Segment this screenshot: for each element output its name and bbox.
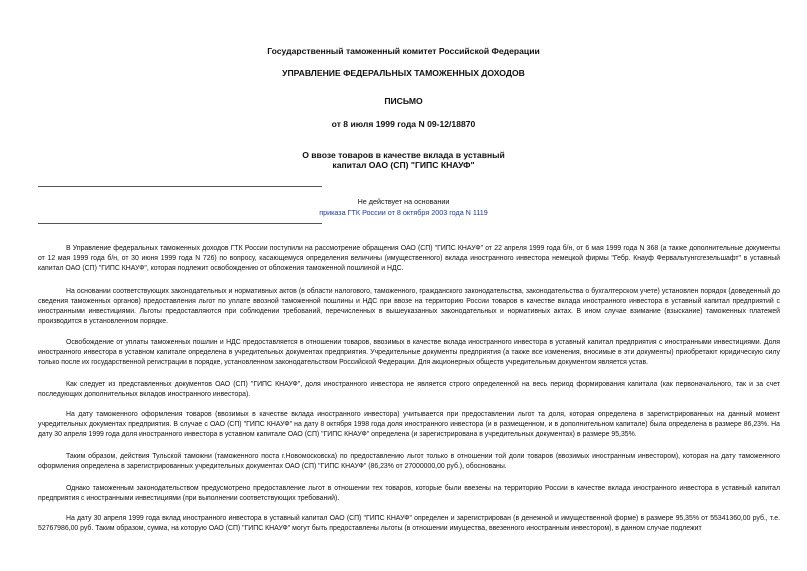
agency-title: Государственный таможенный комитет Российской Федерации xyxy=(267,46,540,56)
paragraph-1: В Управление федеральных таможенных доходов ГТК России поступили на рассмотрение обращения ОАО (СП) "ГИПС КНАУФ" от 22 апреля 1999 года б/н, от 6 мая 1999 года N 368 (а также дополнительные документы от 12 мая 1999 года б/н, от 30 июня 1999 года N 726) по вопросу, касающемуся определения величины (имущественного) вклада иностранного инвестора немецкой фирмы "Гебр. Кнауф Фервальтунгсгезельшафт" в уставный капитал ОАО (СП) "ГИПС КНАУФ", которая подлежит освобождению от обложения таможенной пошлиной и НДС. xyxy=(38,245,780,272)
paragraph-2: На основании соответствующих законодательных и нормативных актов (в области налогового, таможенного, гражданского законодательства, законодательства о бухгалтерском учете) установлен порядок (доведенный до сведения таможенных органов) предоставления льгот по уплате ввозной таможенной пошлины и НДС при ввозе на территорию России товаров в качестве вклада иностранного инвестора в уставный капитал предприятий с иностранными инвестициями. Льготы предоставляются при соблюдении требований, перечисленных в вышеуказанных законодательных и нормативных актах. В ином случае взимание (взыскание) таможенных платежей производится в установленном порядке. xyxy=(38,288,780,325)
paragraph-4: Как следует из представленных документов ОАО (СП) "ГИПС КНАУФ", доля иностранного инвестора не является строго определенной на весь период формирования капитала (как первоначального, так и за счет последующих дополнительных вкладов иностранного инвестора). xyxy=(38,381,780,398)
paragraph-7: Однако таможенным законодательством предусмотрено предоставление льгот в отношении тех товаров, которые были ввезены на территорию России в качестве вклада иностранного инвестора в уставный капитал предприятия с иностранными инвестициями (при выполнении соответствующих требований). xyxy=(38,485,780,502)
status-note: Не действует на основании xyxy=(357,197,450,206)
paragraph-5: На дату таможенного оформления товаров (ввозимых в качестве вклада иностранного инвестора) учитывается при предоставлении льгот та доля, которая определена в зарегистрированных на данный момент учредительных документах предприятия. В случае с ОАО (СП) "ГИПС КНАУФ" на дату 8 октября 1998 года доля иностранного инвестора (и в размещенном, и в дополнительном капитале) была определена в размере 86,23%. На дату 30 апреля 1999 года доля иностранного инвестора в уставном капитале ОАО (СП) "ГИПС КНАУФ" определена (и зарегистрирована в учредительных документах) в размере 95,35%. xyxy=(38,411,780,438)
status-link-row xyxy=(0,208,807,218)
paragraph-6: Таким образом, действия Тульской таможни (таможенного поста г.Новомосковска) по предоставлению льгот только в отношении той доли товаров (ввозимых иностранным инвестором), которая на дату таможенного оформления определена в зарегистрированных учредительных документах ОАО (СП) "ГИПС КНАУФ" (86,23% от 27000000,00 руб.), обоснованы. xyxy=(38,453,780,470)
divider-top xyxy=(38,186,322,187)
document-date-number: от 8 июля 1999 года N 09-12/18870 xyxy=(331,119,476,129)
paragraph-3: Освобождение от уплаты таможенных пошлин и НДС предоставляется в отношении товаров, ввозимых в качестве вклада иностранного инвестора в уставный капитал предприятия с иностранными инвестициями. Доля иностранного инвестора в уставном капитале определена в учредительных документах предприятия. Учредительные документы предприятия (а также все изменения, вносимые в эти документы) приобретают юридическую силу только после их государственной регистрации в порядке, установленном законодательством Российской Федерации. Для акционерных обществ учредительным документом является устав. xyxy=(38,339,780,366)
status-link[interactable]: приказа ГТК России от 8 октября 2003 года N 1119 xyxy=(319,208,488,217)
department-title: УПРАВЛЕНИЕ ФЕДЕРАЛЬНЫХ ТАМОЖЕННЫХ ДОХОДОВ xyxy=(282,68,525,78)
divider-bottom xyxy=(38,223,322,224)
paragraph-8: На дату 30 апреля 1999 года вклад иностранного инвестора в уставный капитал ОАО (СП) "ГИПС КНАУФ" определен и зарегистрирован (в денежной и имущественной форме) в размере 95,35% от 55341360,00 руб., т.е. 52767986,00 руб. Таким образом, сумма, на которую ОАО (СП) "ГИПС КНАУФ" могут быть предоставлены льготы (в отношении имущества, ввезенного иностранным инвестором), в данном случае подлежит xyxy=(38,515,780,532)
document-type: ПИСЬМО xyxy=(384,96,423,106)
document-subject-line1: О ввозе товаров в качестве вклада в уставный xyxy=(302,150,505,160)
document-subject-line2: капитал ОАО (СП) "ГИПС КНАУФ" xyxy=(332,160,475,170)
